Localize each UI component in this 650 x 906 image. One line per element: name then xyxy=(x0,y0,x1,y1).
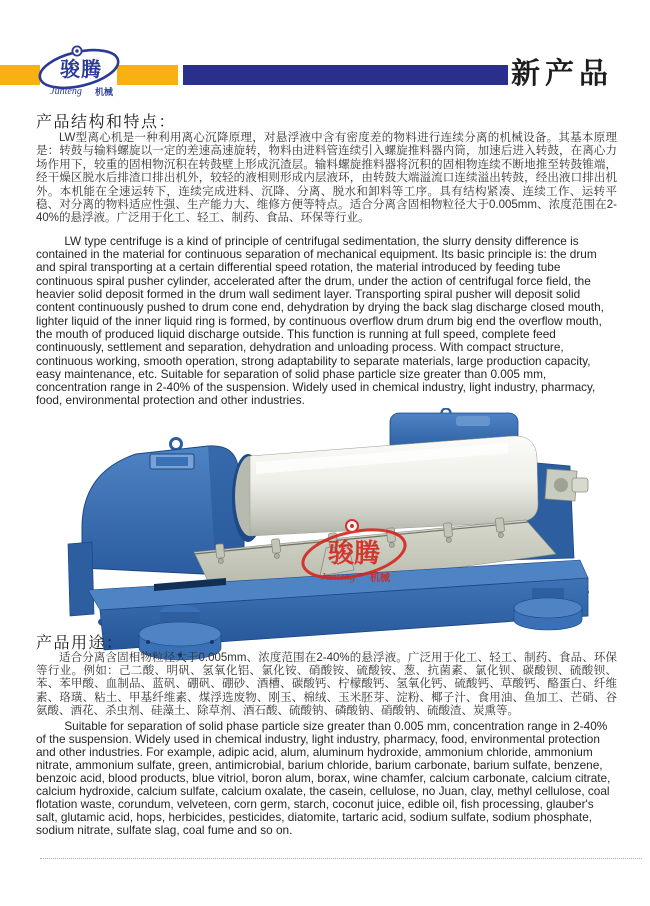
logo-atom-dot xyxy=(75,49,78,52)
features-paragraph-cn: LW型离心机是一种利用离心沉降原理，对悬浮液中含有密度差的物料进行连续分离的机械设备。其基本原理是：转鼓与输料螺旋以一定的差速高速旋转，物料由进料管连续引入螺旋推料器内筒，加速后进入转鼓，在离心力场作用下，较重的固相物沉积在转鼓壁上形成沉渣层。输料螺旋推料器将沉积的固相物连续不断地推至转鼓锥端，经干燥区脱水后排渣口排出机外，较轻的液相则形成内层液环，由转鼓大端溢流口连续溢出转鼓，经出液口排出机外。本机能在全速运转下，连续完成进料、沉降、分离、脱水和卸料等工序。具有结构紧凑、连续工作、运转平稳、对分离的物料适应性强、生产能力大、维修方便等特点。适合分离含固相物粒径大于0.005mm、浓度范围在2-40%的悬浮液。广泛用于化工、轻工、制药、食品、环保等行业。 xyxy=(36,132,617,225)
watermark-name-cn: 骏腾 xyxy=(327,538,381,568)
logo-suffix-cn: 机械 xyxy=(94,87,114,97)
usage-paragraph-cn: 适合分离含固相物粒径大于0.005mm、浓度范围在2-40%的悬浮液。广泛用于化工、轻工、制药、食品、环保等行业。例如：己二酸、明矾、氢氧化铝、氯化铵、硝酸铵、硫酸铵、葱、抗菌素、氯化钡、碳酸钡、硫酸钡、苯、苯甲酸、血制品、蓝矾、硼矾、硼砂、酒槽、碳酸钙、柠檬酸钙、氢氧化钙、硫酸钙、草酸钙、酪蛋白、纤维素、珞璜、粘土、甲基纤维素、煤浮选废物、刚玉、棉绒、玉米胚芽、淀粉、椰子汁、食用油、鱼加工、芒硝、谷氨酸、酒花、杀虫剂、硅藻土、除草剂、酒石酸、硫酸钠、磷酸钠、硝酸钠、硫酸渣、炭熏等。 xyxy=(36,652,617,717)
usage-paragraph-en: Suitable for separation of solid phase particle size greater than 0.005 mm, concentration range in 2-40% of the suspension. Widely used in chemical industry, light industry, pharmacy, food, environmental protection and other industries. For example, adipic acid, alum, aluminum hydroxide, ammonium chloride, ammonium nitrate, ammonium sulfate, green, antimicrobial, barium chloride, barium carbonate, barium sulfate, benzene, benzoic acid, blood products, blue vitriol, boron alum, borax, wine chamfer, calcium carbonate, calcium citrate, calcium hydroxide, calcium sulfate, calcium oxalate, the casein, cellulose, no Juan, clay, methyl cellulose, coal flotation waste, corundum, velveteen, corn germ, starch, coconut juice, edible oil, fish processing, glauber's salt, glutamic acid, hops, herbicides, pesticides, diatomite, tartaric acid, sodium sulfate, sodium phosphate, sodium nitrate, sulfate slag, coal fume and so on. xyxy=(36,719,611,838)
features-textblock xyxy=(36,132,617,408)
watermark-suffix-cn: 机械 xyxy=(370,573,390,584)
features-section-title: 产品结构和特点： xyxy=(36,114,177,131)
company-logo-icon xyxy=(33,42,129,102)
features-paragraph-en: LW type centrifuge is a kind of principle of centrifugal sedimentation, the slurry density difference is contained in the material for continuous separation of mechanical equipment. Its basic principle is: the drum and spiral transporting at a certain differential speed rotation, the material introduced by feeding tube continuous spiral pusher cylinder, accelerated after the drum, under the action of centrifugal force field, the heavier solid deposit formed in the drum wall sediment layer. Transporting spiral pusher will deposit solid content continuously pushed to drum cone end, dehydration by drying the back slag discharge closed mouth, lighter liquid of the inner liquid ring is formed, by continuous overflow drum drum big end the overflow mouth, the mouth of produced liquid discharge outside. This function is running at full speed, complete feed continuously, settlement and separation, dehydration and unloading process. With compact structure, continuous working, smooth operation, strong adaptability to separate materials, large production capacity, easy maintenance, etc. Suitable for separation of solid phase particle size greater than 0.005 mm, concentration range in 2-40% of the suspension. Widely used in chemical industry, light industry, pharmacy, food, environmental protection and other industries. xyxy=(36,233,604,408)
shaft-end xyxy=(545,469,588,501)
usage-textblock xyxy=(36,652,617,837)
logo-name-cn: 骏腾 xyxy=(60,59,102,81)
logo-name-en: Junteng xyxy=(50,86,82,97)
header-blue-bar xyxy=(183,65,508,85)
watermark-name-en: Junteng xyxy=(320,571,356,583)
centrifuge-machine-photo xyxy=(58,408,592,666)
stainless-drum xyxy=(235,436,538,536)
new-product-banner-label: 新产品 xyxy=(511,58,614,90)
usage-section-title: 产品用途： xyxy=(36,635,124,652)
footer-divider xyxy=(40,858,642,859)
